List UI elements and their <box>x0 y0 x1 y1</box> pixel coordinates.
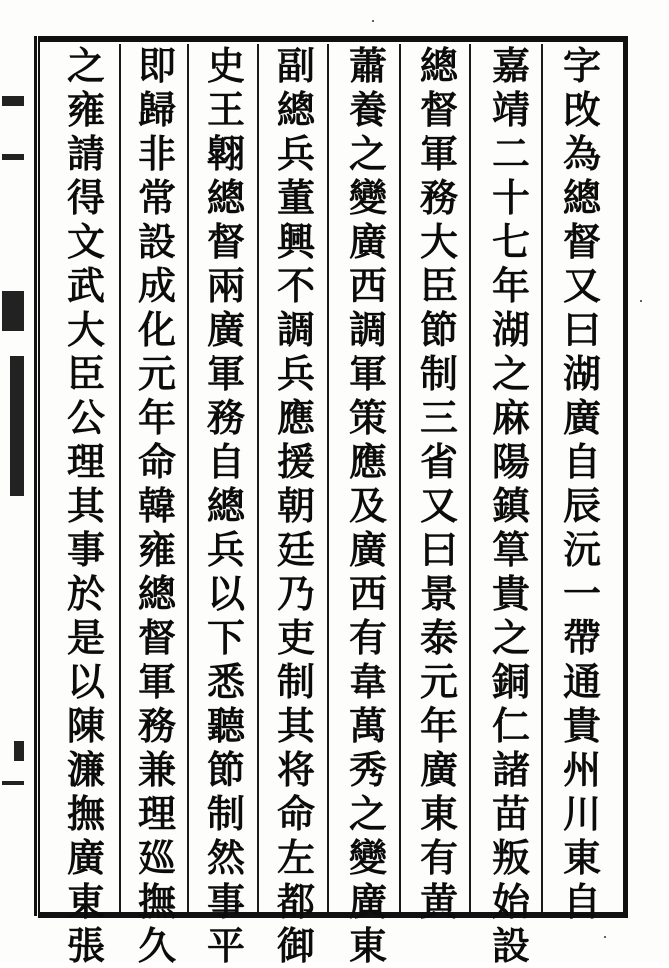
glyph: 務 <box>137 703 176 748</box>
text-column-3 <box>409 43 469 924</box>
glyph: 總 <box>276 87 315 132</box>
text-segment <box>198 44 254 968</box>
glyph: 雍 <box>137 527 176 572</box>
glyph: 以 <box>206 571 245 616</box>
glyph: 兵 <box>276 351 315 396</box>
glyph: 年 <box>137 395 176 440</box>
glyph: 興 <box>276 219 315 264</box>
glyph: 景 <box>419 571 458 616</box>
glyph: 久 <box>137 923 176 968</box>
glyph: 吏 <box>276 615 315 660</box>
glyph: 三 <box>419 395 458 440</box>
glyph: 御 <box>276 923 315 968</box>
glyph: 廣 <box>348 527 387 572</box>
text-segment <box>411 44 467 484</box>
glyph: 萬 <box>348 703 387 748</box>
glyph: 濂 <box>66 747 105 792</box>
glyph: 文 <box>66 219 105 264</box>
glyph: 年 <box>491 263 530 308</box>
glyph: 總 <box>137 571 176 616</box>
glyph: 帶 <box>562 615 601 660</box>
glyph: 秀 <box>348 747 387 792</box>
glyph: 化 <box>137 307 176 352</box>
glyph: 命 <box>137 439 176 484</box>
glyph: 董 <box>276 175 315 220</box>
glyph: 又 <box>419 483 458 528</box>
glyph: 大 <box>66 307 105 352</box>
glyph: 辰 <box>562 483 601 528</box>
text-segment <box>411 484 467 924</box>
margin-mark <box>10 356 24 496</box>
glyph: 沅 <box>562 527 601 572</box>
glyph: 乃 <box>276 571 315 616</box>
glyph: 七 <box>491 219 530 264</box>
glyph: 事 <box>66 527 105 572</box>
glyph: 調 <box>348 307 387 352</box>
glyph: 廣 <box>348 879 387 924</box>
glyph: 之 <box>348 791 387 836</box>
text-segment <box>268 44 324 968</box>
glyph: 非 <box>137 131 176 176</box>
glyph: 事 <box>206 879 245 924</box>
glyph: 請 <box>66 131 105 176</box>
glyph: 東 <box>66 879 105 924</box>
glyph: 廣 <box>348 219 387 264</box>
glyph: 又 <box>562 263 601 308</box>
glyph: 貴 <box>562 703 601 748</box>
glyph: 字 <box>562 43 601 88</box>
glyph: 理 <box>66 439 105 484</box>
glyph: 通 <box>562 659 601 704</box>
glyph: 設 <box>137 219 176 264</box>
glyph: 有 <box>419 835 458 880</box>
glyph: 湖 <box>491 307 530 352</box>
glyph: 調 <box>276 307 315 352</box>
page-edge-line <box>34 36 37 916</box>
glyph: 鎮 <box>491 483 530 528</box>
glyph: 即 <box>137 43 176 88</box>
glyph: 撫 <box>137 879 176 924</box>
glyph: 苗 <box>491 791 530 836</box>
glyph: 史 <box>206 43 245 88</box>
glyph: 元 <box>419 659 458 704</box>
glyph: 及 <box>348 483 387 528</box>
glyph: 黄 <box>419 879 458 924</box>
glyph: 之 <box>491 351 530 396</box>
glyph: 應 <box>348 439 387 484</box>
glyph: 總 <box>206 175 245 220</box>
glyph: 叛 <box>491 835 530 880</box>
glyph: 其 <box>66 483 105 528</box>
column-rule <box>327 44 329 912</box>
glyph: 西 <box>348 263 387 308</box>
text-column-2 <box>481 43 541 968</box>
column-rule <box>541 44 543 912</box>
glyph: 韋 <box>348 659 387 704</box>
text-column-1 <box>552 43 612 924</box>
glyph: 兼 <box>137 747 176 792</box>
glyph: 設 <box>491 923 530 968</box>
glyph: 督 <box>419 87 458 132</box>
glyph: 應 <box>276 395 315 440</box>
glyph: 廣 <box>562 395 601 440</box>
glyph: 歸 <box>137 87 176 132</box>
glyph: 撫 <box>66 791 105 836</box>
margin-mark <box>2 154 24 160</box>
glyph: 節 <box>419 307 458 352</box>
glyph: 常 <box>137 175 176 220</box>
glyph: 貴 <box>491 571 530 616</box>
glyph: 節 <box>206 747 245 792</box>
glyph: 聽 <box>206 703 245 748</box>
column-rule <box>469 44 471 912</box>
glyph: 督 <box>206 219 245 264</box>
glyph: 麻 <box>491 395 530 440</box>
glyph: 廣 <box>419 747 458 792</box>
glyph: 張 <box>66 923 105 968</box>
glyph: 兵 <box>276 131 315 176</box>
glyph: 元 <box>137 351 176 396</box>
glyph: 務 <box>206 395 245 440</box>
glyph: 臣 <box>419 263 458 308</box>
glyph: 軍 <box>206 351 245 396</box>
glyph: 下 <box>206 615 245 660</box>
glyph: 有 <box>348 615 387 660</box>
text-column-5 <box>266 43 326 968</box>
text-segment <box>483 44 539 968</box>
glyph: 制 <box>206 791 245 836</box>
glyph: 為 <box>562 131 601 176</box>
glyph: 副 <box>276 43 315 88</box>
glyph: 年 <box>419 703 458 748</box>
glyph: 於 <box>66 571 105 616</box>
column-rule <box>119 44 121 912</box>
margin-mark <box>2 96 24 106</box>
column-rule <box>257 44 259 912</box>
adjacent-page-margin <box>0 36 40 916</box>
glyph: 始 <box>491 879 530 924</box>
glyph: 得 <box>66 175 105 220</box>
text-column-7 <box>127 43 187 968</box>
glyph: 翺 <box>206 131 245 176</box>
text-segment <box>340 44 396 968</box>
glyph: 都 <box>276 879 315 924</box>
glyph: 武 <box>66 263 105 308</box>
glyph: 王 <box>206 87 245 132</box>
glyph: 大 <box>419 219 458 264</box>
glyph: 援 <box>276 439 315 484</box>
glyph: 銅 <box>491 659 530 704</box>
glyph: 之 <box>66 43 105 88</box>
glyph: 成 <box>137 263 176 308</box>
glyph: 軍 <box>419 131 458 176</box>
glyph: 督 <box>562 219 601 264</box>
glyph: 蕭 <box>348 43 387 88</box>
glyph: 總 <box>206 483 245 528</box>
glyph: 總 <box>562 175 601 220</box>
glyph: 二 <box>491 131 530 176</box>
glyph: 諸 <box>491 747 530 792</box>
glyph: 兩 <box>206 263 245 308</box>
paper-speck <box>604 936 606 938</box>
glyph: 将 <box>276 747 315 792</box>
glyph: 策 <box>348 395 387 440</box>
glyph: 兵 <box>206 527 245 572</box>
text-segment <box>554 264 610 924</box>
glyph: 之 <box>348 131 387 176</box>
glyph: 之 <box>491 615 530 660</box>
glyph: 制 <box>419 351 458 396</box>
column-rule <box>187 44 189 912</box>
glyph: 靖 <box>491 87 530 132</box>
glyph: 變 <box>348 175 387 220</box>
glyph: 韓 <box>137 483 176 528</box>
glyph: 西 <box>348 571 387 616</box>
glyph: 仁 <box>491 703 530 748</box>
glyph: 自 <box>206 439 245 484</box>
glyph: 左 <box>276 835 315 880</box>
glyph: 軍 <box>348 351 387 396</box>
glyph: 州 <box>562 747 601 792</box>
glyph: 務 <box>419 175 458 220</box>
glyph: 自 <box>562 879 601 924</box>
glyph: 東 <box>419 791 458 836</box>
column-rule <box>399 44 401 912</box>
glyph: 曰 <box>562 307 601 352</box>
glyph: 督 <box>137 615 176 660</box>
glyph: 軍 <box>137 659 176 704</box>
glyph: 十 <box>491 175 530 220</box>
glyph: 一 <box>562 571 601 616</box>
glyph: 嘉 <box>491 43 530 88</box>
glyph: 省 <box>419 439 458 484</box>
glyph: 東 <box>562 835 601 880</box>
glyph: 攺 <box>562 87 601 132</box>
glyph: 泰 <box>419 615 458 660</box>
glyph: 公 <box>66 395 105 440</box>
glyph: 其 <box>276 703 315 748</box>
glyph: 東 <box>348 923 387 968</box>
text-column-4 <box>338 43 398 968</box>
glyph: 養 <box>348 87 387 132</box>
glyph: 雍 <box>66 87 105 132</box>
text-segment <box>129 44 185 968</box>
glyph: 廣 <box>66 835 105 880</box>
paper-speck <box>372 20 374 22</box>
glyph: 廷 <box>276 527 315 572</box>
glyph: 曰 <box>419 527 458 572</box>
glyph: 廵 <box>137 835 176 880</box>
glyph: 川 <box>562 791 601 836</box>
glyph: 變 <box>348 835 387 880</box>
text-column-8 <box>56 43 116 968</box>
glyph: 湖 <box>562 351 601 396</box>
glyph: 平 <box>206 923 245 968</box>
text-column-6 <box>196 43 256 968</box>
glyph: 是 <box>66 615 105 660</box>
glyph: 陽 <box>491 439 530 484</box>
margin-mark <box>14 741 24 761</box>
glyph: 不 <box>276 263 315 308</box>
glyph: 悉 <box>206 659 245 704</box>
text-segment <box>58 44 114 968</box>
glyph: 制 <box>276 659 315 704</box>
text-segment <box>554 44 610 264</box>
glyph: 總 <box>419 43 458 88</box>
glyph: 朝 <box>276 483 315 528</box>
glyph: 自 <box>562 439 601 484</box>
glyph: 以 <box>66 659 105 704</box>
glyph: 陳 <box>66 703 105 748</box>
glyph: 廣 <box>206 307 245 352</box>
margin-mark <box>2 781 24 785</box>
paper-speck <box>640 300 642 302</box>
glyph: 理 <box>137 791 176 836</box>
glyph: 命 <box>276 791 315 836</box>
glyph: 筸 <box>491 527 530 572</box>
glyph: 臣 <box>66 351 105 396</box>
glyph: 然 <box>206 835 245 880</box>
margin-mark <box>2 291 24 331</box>
